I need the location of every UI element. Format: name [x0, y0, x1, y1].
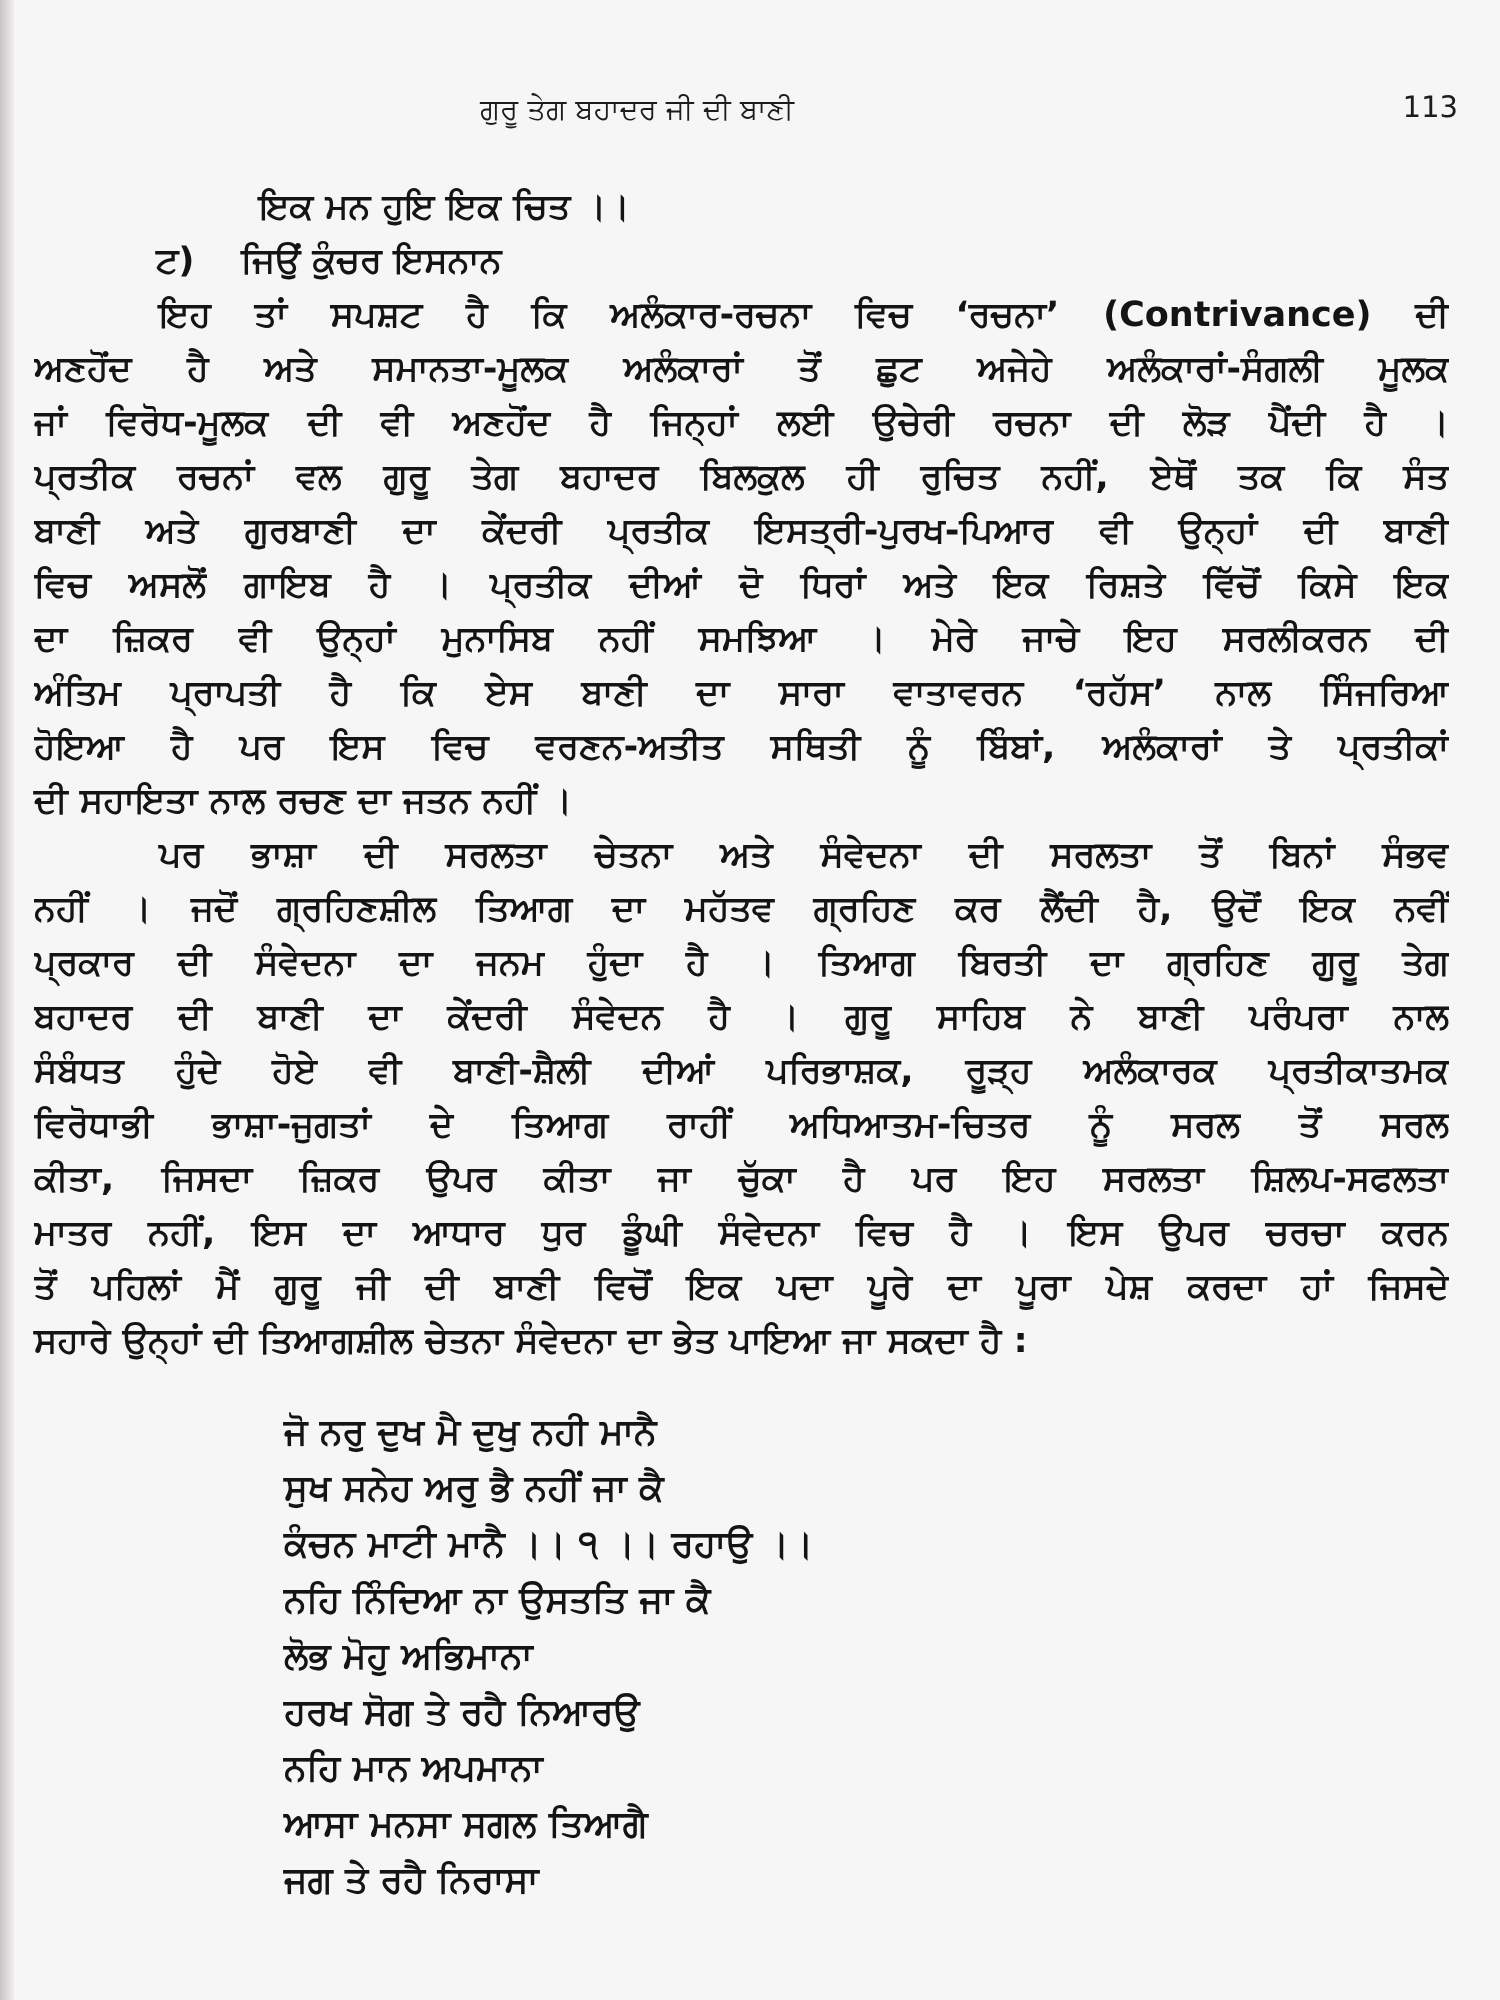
- paragraph-line: ਬਹਾਦਰ ਦੀ ਬਾਣੀ ਦਾ ਕੇਂਦਰੀ ਸੰਵੇਦਨ ਹੈ । ਗੁਰੂ ਸਾਹਿਬ ਨੇ ਬਾਣੀ ਪਰੰਪਰਾ ਨਾਲ: [34, 997, 1449, 1037]
- running-header: ਗੁਰੂ ਤੇਗ ਬਹਾਦਰ ਜੀ ਦੀ ਬਾਣੀ: [480, 92, 794, 126]
- paragraph-line: ਦਾ ਜ਼ਿਕਰ ਵੀ ਉਨ੍ਹਾਂ ਮੁਨਾਸਿਬ ਨਹੀਂ ਸਮਝਿਆ । ਮੇਰੇ ਜਾਚੇ ਇਹ ਸਰਲੀਕਰਨ ਦੀ: [34, 619, 1449, 659]
- verse-line: ਜੋ ਨਰੁ ਦੁਖ ਮੈ ਦੁਖੁ ਨਹੀ ਮਾਨੈ: [284, 1412, 657, 1453]
- subsection-heading: [34, 234, 1449, 288]
- page-number: 113: [1402, 90, 1458, 124]
- paragraph-line: ਪ੍ਰਕਾਰ ਦੀ ਸੰਵੇਦਨਾ ਦਾ ਜਨਮ ਹੁੰਦਾ ਹੈ । ਤਿਆਗ ਬਿਰਤੀ ਦਾ ਗ੍ਰਹਿਣ ਗੁਰੂ ਤੇਗ: [34, 943, 1449, 983]
- paragraph-line: ਕੀਤਾ, ਜਿਸਦਾ ਜ਼ਿਕਰ ਉਪਰ ਕੀਤਾ ਜਾ ਚੁੱਕਾ ਹੈ ਪਰ ਇਹ ਸਰਲਤਾ ਸ਼ਿਲਪ-ਸਫਲਤਾ: [34, 1159, 1449, 1199]
- paragraph-line: ਦੀ ਸਹਾਇਤਾ ਨਾਲ ਰਚਣ ਦਾ ਜਤਨ ਨਹੀਂ ।: [34, 781, 573, 821]
- verse-line: ਨਹਿ ਮਾਨ ਅਪਮਾਨਾ: [284, 1748, 543, 1789]
- paragraph-line: ਇਹ ਤਾਂ ਸਪਸ਼ਟ ਹੈ ਕਿ ਅਲੰਕਾਰ-ਰਚਨਾ ਵਿਚ ‘ਰਚਨਾ’ (Contrivance) ਦੀ: [159, 295, 1449, 335]
- subsection-label: ਟ): [156, 241, 195, 281]
- verse-line: ਜਗ ਤੇ ਰਹੈ ਨਿਰਾਸਾ: [284, 1860, 539, 1901]
- verse-line: ਕੰਚਨ ਮਾਟੀ ਮਾਨੈ ।। ੧ ।। ਰਹਾਉ ।।: [284, 1524, 814, 1565]
- verse-line: ਆਸਾ ਮਨਸਾ ਸਗਲ ਤਿਆਗੈ: [284, 1804, 648, 1845]
- paragraph-line: ਤੋਂ ਪਹਿਲਾਂ ਮੈਂ ਗੁਰੂ ਜੀ ਦੀ ਬਾਣੀ ਵਿਚੋਂ ਇਕ ਪਦਾ ਪੂਰੇ ਦਾ ਪੂਰਾ ਪੇਸ਼ ਕਰਦਾ ਹਾਂ ਜਿਸਦੇ: [34, 1267, 1449, 1307]
- paragraph-line: ਸਹਾਰੇ ਉਨ੍ਹਾਂ ਦੀ ਤਿਆਗਸ਼ੀਲ ਚੇਤਨਾ ਸੰਵੇਦਨਾ ਦਾ ਭੇਤ ਪਾਇਆ ਜਾ ਸਕਦਾ ਹੈ :: [34, 1321, 1028, 1361]
- subsection-title: ਜਿਉਂ ਕੁੰਚਰ ਇਸਨਾਨ: [241, 241, 502, 281]
- verse-intro-line: ਇਕ ਮਨ ਹੁਇ ਇਕ ਚਿਤ ।।: [259, 187, 630, 227]
- verse-line: ਨਹਿ ਨਿੰਦਿਆ ਨਾ ਉਸਤਤਿ ਜਾ ਕੈ: [284, 1580, 711, 1621]
- paragraph-line: ਵਿਚ ਅਸਲੋਂ ਗਾਇਬ ਹੈ । ਪ੍ਰਤੀਕ ਦੀਆਂ ਦੋ ਧਿਰਾਂ ਅਤੇ ਇਕ ਰਿਸ਼ਤੇ ਵਿੱਚੋਂ ਕਿਸੇ ਇਕ: [34, 565, 1449, 605]
- paragraph-line: ਸੰਬੰਧਤ ਹੁੰਦੇ ਹੋਏ ਵੀ ਬਾਣੀ-ਸ਼ੈਲੀ ਦੀਆਂ ਪਰਿਭਾਸ਼ਕ, ਰੂੜ੍ਹ ਅਲੰਕਾਰਕ ਪ੍ਰਤੀਕਾਤਮਕ: [34, 1051, 1449, 1091]
- verse-line: ਹਰਖ ਸੋਗ ਤੇ ਰਹੈ ਨਿਆਰਉ: [284, 1692, 640, 1733]
- paragraph-line: ਬਾਣੀ ਅਤੇ ਗੁਰਬਾਣੀ ਦਾ ਕੇਂਦਰੀ ਪ੍ਰਤੀਕ ਇਸਤ੍ਰੀ-ਪੁਰਖ-ਪਿਆਰ ਵੀ ਉਨ੍ਹਾਂ ਦੀ ਬਾਣੀ: [34, 511, 1449, 551]
- paragraph-line: ਜਾਂ ਵਿਰੋਧ-ਮੂਲਕ ਦੀ ਵੀ ਅਣਹੋਂਦ ਹੈ ਜਿਨ੍ਹਾਂ ਲਈ ਉਚੇਰੀ ਰਚਨਾ ਦੀ ਲੋੜ ਪੈਂਦੀ ਹੈ ।: [34, 403, 1449, 443]
- paragraph-line: ਵਿਰੋਧਾਭੀ ਭਾਸ਼ਾ-ਜੁਗਤਾਂ ਦੇ ਤਿਆਗ ਰਾਹੀਂ ਅਧਿਆਤਮ-ਚਿਤਰ ਨੂੰ ਸਰਲ ਤੋਂ ਸਰਲ: [34, 1105, 1449, 1145]
- paragraph-line: ਪ੍ਰਤੀਕ ਰਚਨਾਂ ਵਲ ਗੁਰੂ ਤੇਗ ਬਹਾਦਰ ਬਿਲਕੁਲ ਹੀ ਰੁਚਿਤ ਨਹੀਂ, ਏਥੋਂ ਤਕ ਕਿ ਸੰਤ: [34, 457, 1449, 497]
- paragraph-line: ਨਹੀਂ । ਜਦੋਂ ਗ੍ਰਹਿਣਸ਼ੀਲ ਤਿਆਗ ਦਾ ਮਹੱਤਵ ਗ੍ਰਹਿਣ ਕਰ ਲੈਂਦੀ ਹੈ, ਉਦੋਂ ਇਕ ਨਵੀਂ: [34, 889, 1449, 929]
- paragraph-line: ਅਣਹੋਂਦ ਹੈ ਅਤੇ ਸਮਾਨਤਾ-ਮੂਲਕ ਅਲੰਕਾਰਾਂ ਤੋਂ ਛੁਟ ਅਜੇਹੇ ਅਲੰਕਾਰਾਂ-ਸੰਗਲੀ ਮੂਲਕ: [34, 349, 1449, 389]
- paragraph-line: ਪਰ ਭਾਸ਼ਾ ਦੀ ਸਰਲਤਾ ਚੇਤਨਾ ਅਤੇ ਸੰਵੇਦਨਾ ਦੀ ਸਰਲਤਾ ਤੋਂ ਬਿਨਾਂ ਸੰਭਵ: [159, 835, 1449, 875]
- paragraph-line: ਹੋਇਆ ਹੈ ਪਰ ਇਸ ਵਿਚ ਵਰਣਨ-ਅਤੀਤ ਸਥਿਤੀ ਨੂੰ ਬਿੰਬਾਂ, ਅਲੰਕਾਰਾਂ ਤੇ ਪ੍ਰਤੀਕਾਂ: [34, 727, 1449, 767]
- verse-line: ਲੋਭ ਮੋਹੁ ਅਭਿਮਾਨਾ: [284, 1636, 533, 1677]
- verse-block: [284, 1405, 813, 1909]
- paragraph-line: ਅੰਤਿਮ ਪ੍ਰਾਪਤੀ ਹੈ ਕਿ ਏਸ ਬਾਣੀ ਦਾ ਸਾਰਾ ਵਾਤਾਵਰਨ ‘ਰਹੱਸ’ ਨਾਲ ਸਿੰਜਰਿਆ: [34, 673, 1449, 713]
- body-text: [34, 180, 1449, 1368]
- paragraph-line: ਮਾਤਰ ਨਹੀਂ, ਇਸ ਦਾ ਆਧਾਰ ਧੁਰ ਡੂੰਘੀ ਸੰਵੇਦਨਾ ਵਿਚ ਹੈ । ਇਸ ਉਪਰ ਚਰਚਾ ਕਰਨ: [34, 1213, 1449, 1253]
- page-binding-edge: [0, 0, 14, 2000]
- verse-line: ਸੁਖ ਸਨੇਹ ਅਰੁ ਭੈ ਨਹੀਂ ਜਾ ਕੈ: [284, 1468, 664, 1509]
